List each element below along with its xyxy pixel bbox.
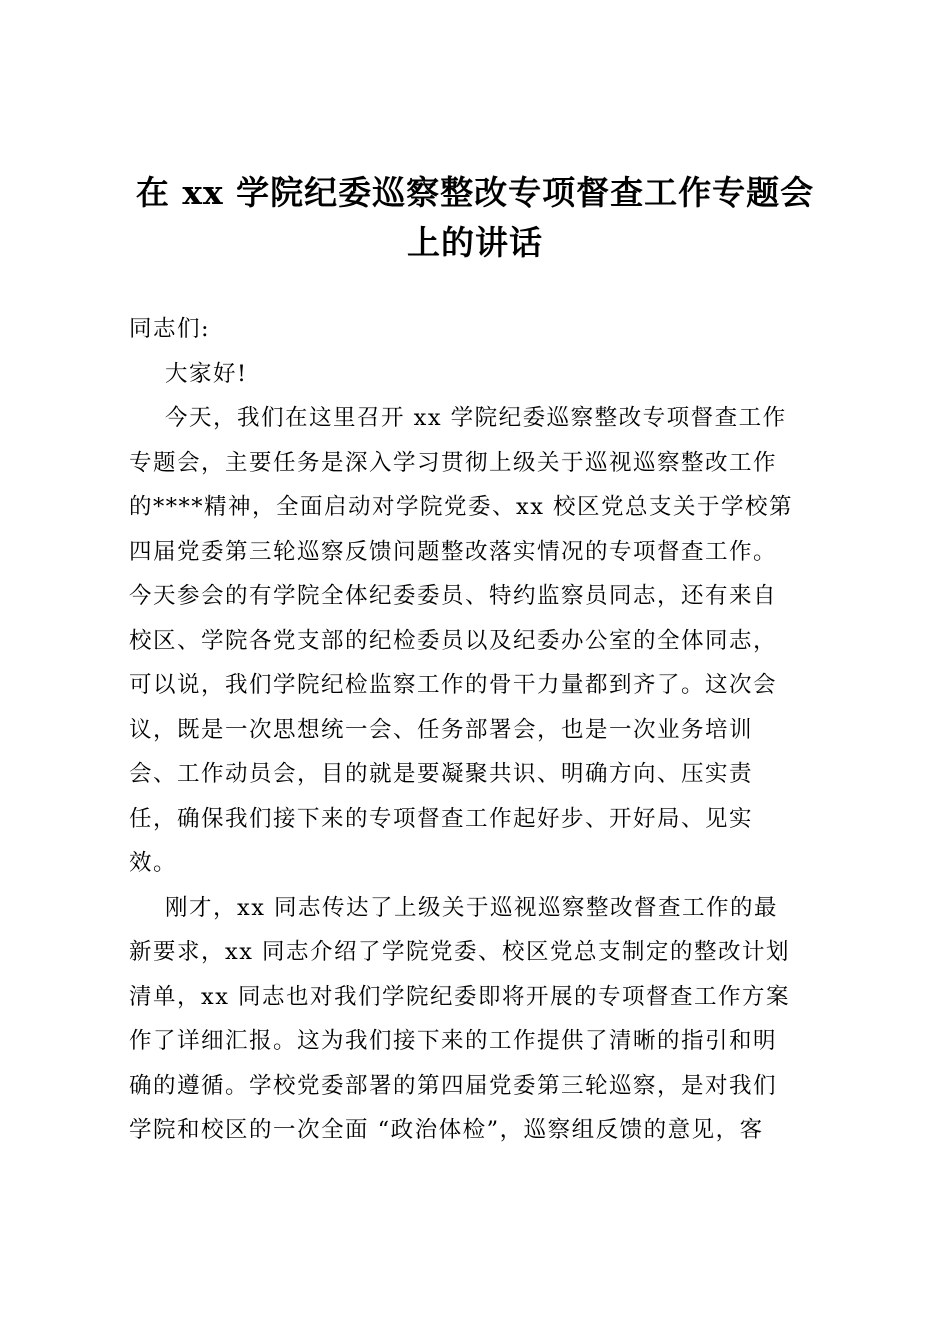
paragraph-line: 今天参会的有学院全体纪委委员、特约监察员同志，还有来自	[129, 583, 778, 609]
paragraph-line: 今天，我们在这里召开 xx 学院纪委巡察整改专项督查工作	[165, 405, 787, 431]
title-line-1: 在 xx 学院纪委巡察整改专项督查工作专题会	[135, 173, 815, 212]
paragraph-line: 刚才，xx 同志传达了上级关于巡视巡察整改督查工作的最	[165, 894, 779, 921]
paragraph-line: 学院和校区的一次全面 “政治体检”，巡察组反馈的意见，客	[129, 1117, 764, 1143]
paragraph-line: 效。	[129, 850, 178, 876]
greeting: 大家好!	[165, 360, 248, 387]
document-title	[100, 168, 850, 268]
paragraph-line: 校区、学院各党支部的纪检委员以及纪委办公室的全体同志，	[129, 627, 778, 654]
paragraph-line: 专题会，主要任务是深入学习贯彻上级关于巡视巡察整改工作	[129, 449, 778, 476]
document-body	[129, 307, 829, 1153]
salutation: 同志们:	[129, 316, 211, 342]
paragraph-line: 新要求，xx 同志介绍了学院党委、校区党总支制定的整改计划	[129, 939, 791, 965]
paragraph-line: 作了详细汇报。这为我们接下来的工作提供了清晰的指引和明	[129, 1028, 778, 1054]
paragraph-line: 的****精神，全面启动对学院党委、xx 校区党总支关于学校第	[129, 494, 794, 520]
paragraph-line: 会、工作动员会，目的就是要凝聚共识、明确方向、压实责	[129, 761, 754, 787]
paragraph-line: 四届党委第三轮巡察反馈问题整改落实情况的专项督查工作。	[129, 538, 778, 565]
paragraph-1	[129, 396, 829, 886]
paragraph-2	[129, 886, 829, 1153]
paragraph-line: 清单，xx 同志也对我们学院纪委即将开展的专项督查工作方案	[129, 983, 791, 1010]
paragraph-line: 议，既是一次思想统一会、任务部署会，也是一次业务培训	[129, 716, 754, 743]
paragraph-line: 确的遵循。学校党委部署的第四届党委第三轮巡察，是对我们	[129, 1072, 778, 1099]
title-line-2: 上的讲话	[407, 223, 543, 262]
paragraph-line: 可以说，我们学院纪检监察工作的骨干力量都到齐了。这次会	[129, 672, 778, 698]
paragraph-line: 任，确保我们接下来的专项督查工作起好步、开好局、见实	[129, 805, 754, 832]
